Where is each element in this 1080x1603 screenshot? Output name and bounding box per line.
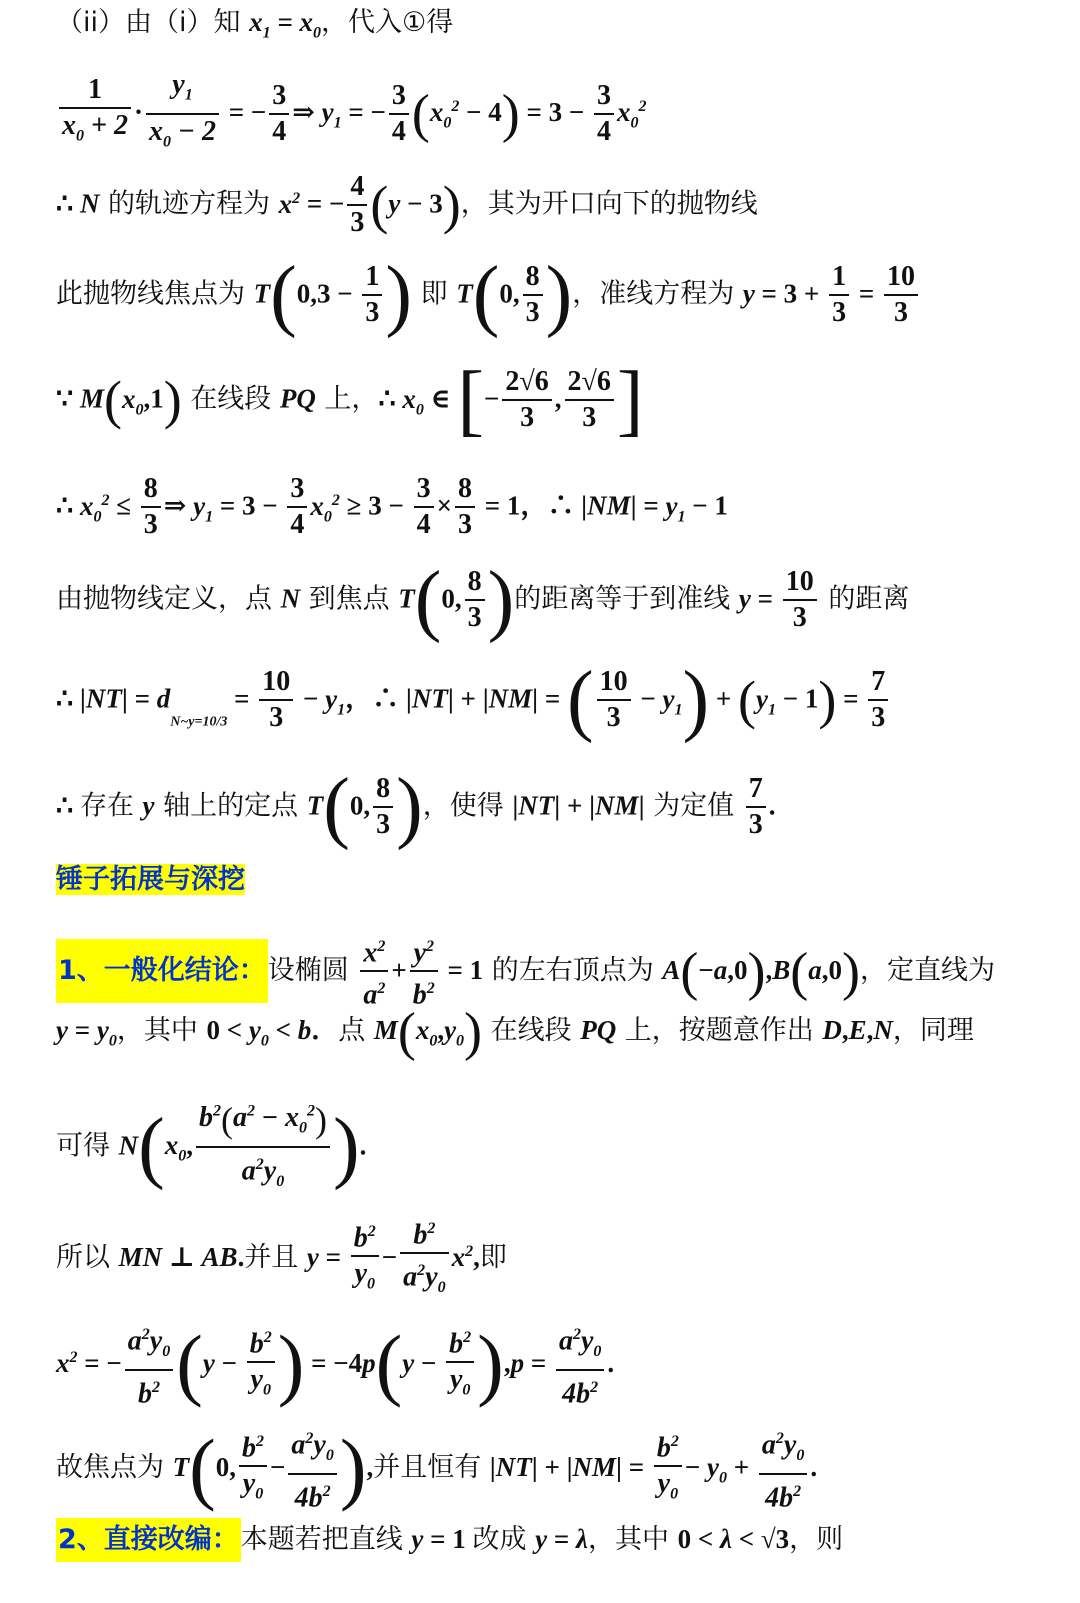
- item1-line-6: 故焦点为 T(0, $\frac{b^2}{y_0}$ − $\frac{a^2y_0}{4b^2}$ ),并且恒有 |NT| + |NM| = $\frac{b^2}{y_0}$ − $y_0$ + $\frac{a^2y_0}{4b^2}$ .: [56, 1422, 817, 1515]
- item1-line-4: 所以 MN ⊥ AB.并且 y = $\frac{b^2}{y_0}$ − $\frac{b^2}{a^2y_0}$ $x^2$,即: [56, 1212, 507, 1305]
- line-7: 由抛物线定义，点 N 到焦点 T(0, $\frac{8}{3}$ )的距离等于到准线 y = $\frac{10}{3}$ 的距离: [56, 556, 910, 644]
- line-4: 此抛物线焦点为 T(0,3 − $\frac{1}{3}$ ) 即 T(0, $\frac{8}{3}$ )，准线方程为 y = 3 + $\frac{1}{3}$ = $\frac{10}{3}$: [56, 260, 921, 330]
- item1-label: 1、一般化结论：: [56, 939, 268, 1003]
- item1-line-3: 可得 $N(x_0$, $\frac{b^2(a^2 - x_0^2)}{a^2y_0}$ ).: [56, 1095, 366, 1199]
- item2-label: 2、直接改编：: [56, 1518, 241, 1562]
- section-title-text: 锤子拓展与深挖: [56, 864, 245, 895]
- line-9: ∴ 存在 y 轴上的定点 T(0, $\frac{8}{3}$ )，使得 |NT| + |NM| 为定值 $\frac{7}{3}$ .: [56, 763, 776, 851]
- line-6: ∴ $x_0^2$ ≤ $\frac{8}{3}$ ⇒ $y_1 = 3$ − $\frac{3}{4}$ $x_0^2 \ge 3$ − $\frac{3}{4}$ × $\frac{8}{3}$ = 1，∴ $|NM| = y_1 - 1$: [56, 473, 728, 540]
- section-title: [56, 860, 245, 900]
- line-2: $\frac{1}{x_0 + 2}$ · $\frac{y_1}{x_0 - 2}$ = − $\frac{3}{4}$ ⇒ $y_1$ = − $\frac{3}{4}$ $(x_0^2 - 4) = 3$ − $\frac{3}{4}$ $x_0^2$: [56, 68, 647, 159]
- item1-line-1: 1、一般化结论：设椭圆 $\frac{x^2}{a^2}$ + $\frac{y^2}{b^2}$ = 1 的左右顶点为 A(−a,0),B(a,0)，定直线为: [56, 930, 995, 1013]
- item1-line-5: $x^2$ = − $\frac{a^2y_0}{b^2}$ (y − $\frac{b^2}{y_0}$ ) = −4p(y − $\frac{b^2}{y_0}$ ),p = $\frac{a^2y_0}{4b^2}$ .: [56, 1318, 614, 1411]
- line-3: ∴ N 的轨迹方程为 $x^2$ = − $\frac{4}{3}$ (y − 3)，其为开口向下的抛物线: [56, 171, 758, 238]
- item1-line-2: $y = y_0$，其中 $0 < y_0 < b$．点 $M(x_0,y_0)$ 在线段 PQ 上，按题意作出 D,E,N，同理: [56, 1001, 974, 1062]
- item2-line: 2、直接改编：本题若把直线 y = 1 改成 y = λ，其中 0 < λ < √3，则: [56, 1518, 843, 1562]
- line-1: （ii）由（i）知 $x_1 = x_0$，代入①得: [56, 7, 454, 42]
- line-8: ∴ $|NT| = d_{N\sim y=10/3}$ = $\frac{10}{3}$ − $y_1$，∴ |NT| + |NM| = ( $\frac{10}{3}$ − $y_1) + (y_1 - 1)$ = $\frac{7}{3}$: [56, 665, 891, 743]
- line-5: ∵ $M(x_0,1)$ 在线段 PQ 上，∴ $x_0$ ∈ [− $\frac{2√6}{3}$ , $\frac{2√6}{3}$ ]: [56, 356, 644, 444]
